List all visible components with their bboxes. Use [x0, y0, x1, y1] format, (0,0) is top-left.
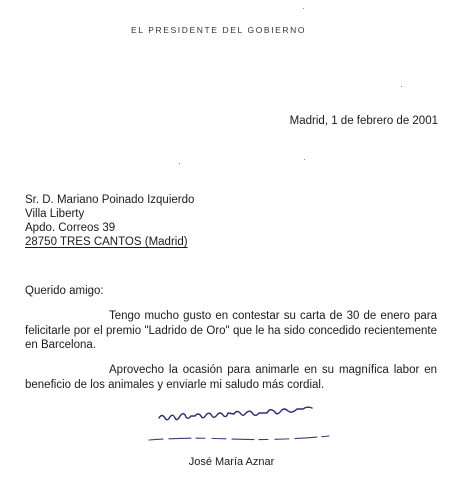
salutation: Querido amigo:	[25, 285, 104, 297]
body-paragraph-1: Tengo mucho gusto en contestar su carta de 30 de enero para felicitarle por el premio "Ladrido de Oro" que le ha sido concedido recientemente en Barcelona.	[25, 310, 437, 351]
handwritten-signature	[145, 402, 345, 452]
letterhead: EL PRESIDENTE DEL GOBIERNO	[131, 25, 307, 35]
recipient-address-line-4: 28750 TRES CANTOS (Madrid)	[25, 236, 188, 248]
signer-name: José María Aznar	[188, 456, 275, 468]
scan-speck	[303, 8, 304, 9]
letter-date: Madrid, 1 de febrero de 2001	[289, 115, 438, 127]
scan-speck	[401, 86, 402, 87]
body-paragraph-2: Aprovecho la ocasión para animarle en su magnífica labor en beneficio de los animales y enviarle mi saludo más cordial.	[25, 364, 437, 391]
recipient-name: Sr. D. Mariano Poinado Izquierdo	[25, 194, 195, 206]
scan-speck	[179, 163, 180, 164]
recipient-address-line-3: Apdo. Correos 39	[25, 222, 116, 234]
recipient-address	[25, 193, 194, 249]
scan-speck	[304, 159, 305, 160]
recipient-address-line-2: Villa Liberty	[25, 208, 85, 220]
